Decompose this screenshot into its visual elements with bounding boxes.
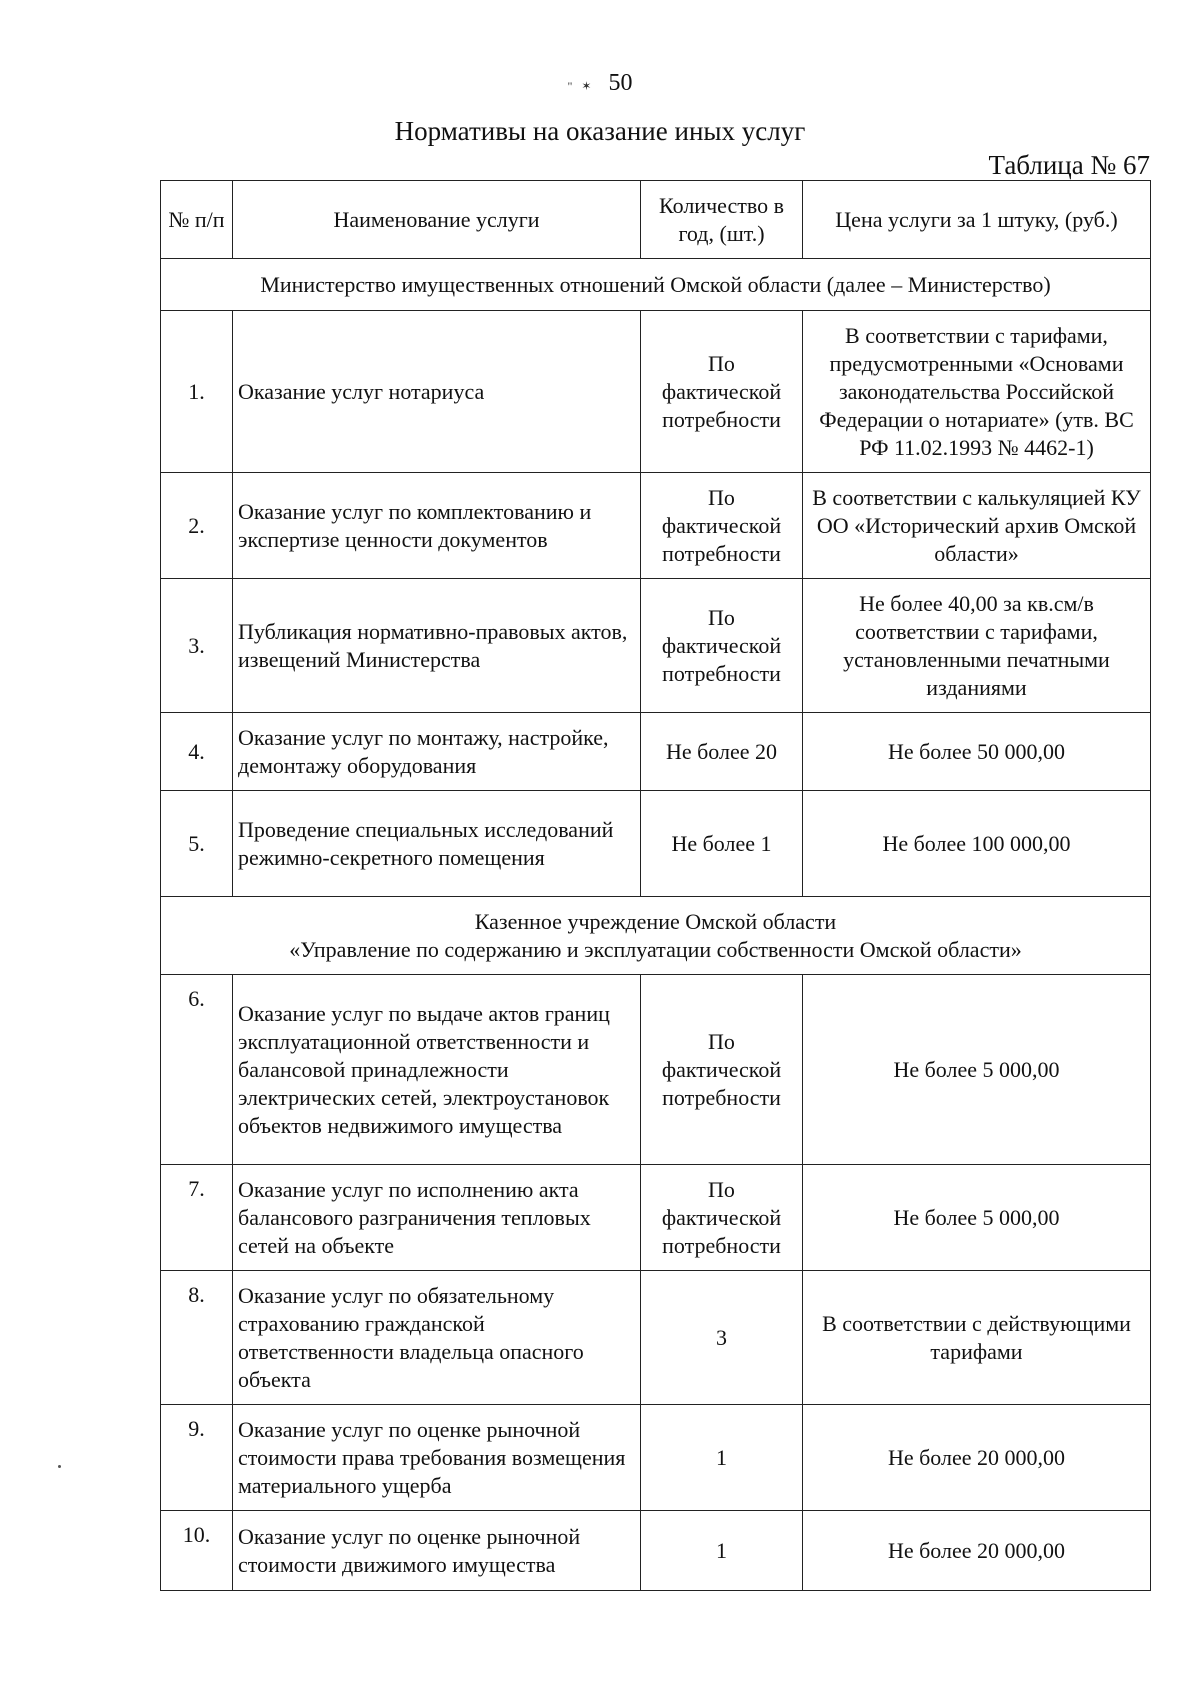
section-title-line1: Казенное учреждение Омской области [474,908,837,934]
row-name: Оказание услуг по комплектованию и экспертизе ценности документов [233,473,641,579]
header-num: № п/п [161,181,233,259]
header-qty: Количество в год, (шт.) [641,181,803,259]
header-price: Цена услуги за 1 штуку, (руб.) [803,181,1151,259]
row-name: Оказание услуг по выдаче актов границ эксплуатационной ответственности и балансовой принадлежности электрических сетей, электроустановок объектов недвижимого имущества [233,975,641,1165]
page-number [0,70,1200,97]
row-qty: 1 [641,1511,803,1591]
table-row [161,579,1151,713]
row-qty: По фактической потребности [641,1165,803,1271]
row-qty: 1 [641,1405,803,1511]
row-num: 10. [161,1511,233,1591]
row-price: Не более 100 000,00 [803,791,1151,897]
table-header-row [161,181,1151,259]
row-qty: Не более 20 [641,713,803,791]
row-num: 6. [161,975,233,1165]
table-row [161,975,1151,1165]
section-title: Министерство имущественных отношений Омской области (далее – Министерство) [161,259,1151,311]
row-qty: По фактической потребности [641,975,803,1165]
row-name: Оказание услуг по оценке рыночной стоимости движимого имущества [233,1511,641,1591]
table-row [161,791,1151,897]
row-price: Не более 20 000,00 [803,1405,1151,1511]
row-name: Публикация нормативно-правовых актов, извещений Министерства [233,579,641,713]
row-num: 9. [161,1405,233,1511]
header-name: Наименование услуги [233,181,641,259]
row-num: 3. [161,579,233,713]
row-num: 1. [161,311,233,473]
table-row [161,713,1151,791]
row-price: Не более 40,00 за кв.см/в соответствии с тарифами, установленными печатными изданиями [803,579,1151,713]
scan-marks: " ✶ [567,79,595,93]
table-row [161,1271,1151,1405]
document-title: Нормативы на оказание иных услуг [394,116,806,146]
row-num: 5. [161,791,233,897]
section-header-ministry [161,259,1151,311]
row-num: 8. [161,1271,233,1405]
section-title-line2: «Управление по содержанию и эксплуатации собственности Омской области» [289,936,1022,962]
services-table [160,180,1151,1591]
table-row [161,473,1151,579]
row-qty: По фактической потребности [641,473,803,579]
row-price: Не более 5 000,00 [803,975,1151,1165]
row-num: 7. [161,1165,233,1271]
row-price: Не более 50 000,00 [803,713,1151,791]
row-qty: 3 [641,1271,803,1405]
row-name: Проведение специальных исследований режимно-секретного помещения [233,791,641,897]
row-num: 2. [161,473,233,579]
table-row [161,311,1151,473]
section-header-institution [161,897,1151,975]
row-price: В соответствии с действующими тарифами [803,1271,1151,1405]
row-qty: Не более 1 [641,791,803,897]
row-price: Не более 20 000,00 [803,1511,1151,1591]
table-label: Таблица № 67 [988,150,1150,180]
table-row [161,1511,1151,1591]
row-name: Оказание услуг по монтажу, настройке, демонтажу оборудования [233,713,641,791]
row-price: В соответствии с тарифами, предусмотренными «Основами законодательства Российской Федерации о нотариате» (утв. ВС РФ 11.02.1993 № 4462-1) [803,311,1151,473]
table-row [161,1405,1151,1511]
page-number-value: 50 [608,70,633,96]
row-name: Оказание услуг по обязательному страхованию гражданской ответственности владельца опасного объекта [233,1271,641,1405]
row-qty: По фактической потребности [641,579,803,713]
row-name: Оказание услуг по оценке рыночной стоимости права требования возмещения материального ущерба [233,1405,641,1511]
row-name: Оказание услуг по исполнению акта балансового разграничения тепловых сетей на объекте [233,1165,641,1271]
table-row [161,1165,1151,1271]
row-num: 4. [161,713,233,791]
row-name: Оказание услуг нотариуса [233,311,641,473]
scan-speck [58,1465,61,1468]
row-qty: По фактической потребности [641,311,803,473]
row-price: В соответствии с калькуляцией КУ ОО «Исторический архив Омской области» [803,473,1151,579]
row-price: Не более 5 000,00 [803,1165,1151,1271]
section-title [161,897,1151,975]
